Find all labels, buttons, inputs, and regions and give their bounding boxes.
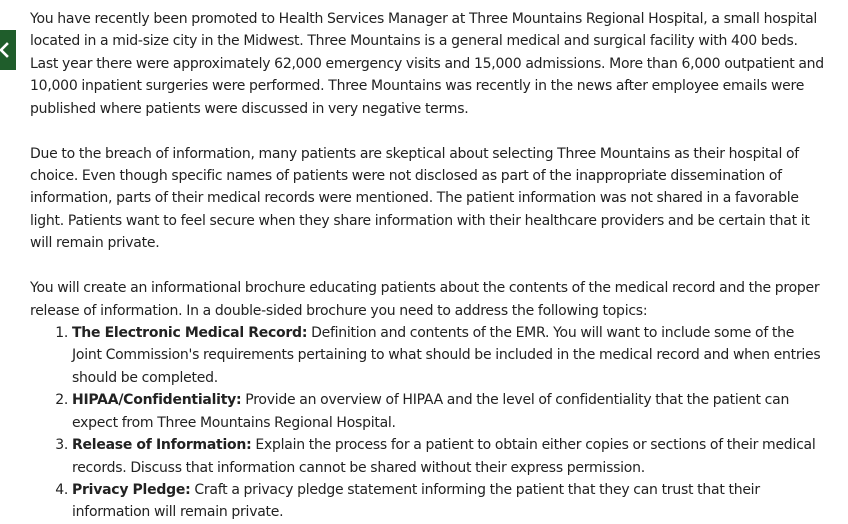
topic-title: The Electronic Medical Record: xyxy=(72,325,308,342)
topic-text: Definition and contents of the EMR. You will want to include some of the Joint Commission's requirements pertaining to what should be included in the medical record and when entries should be completed. xyxy=(72,325,821,386)
topic-text: Craft a privacy pledge statement informing the patient that they can trust that their information will remain private. xyxy=(72,481,760,521)
topic-item xyxy=(72,389,825,434)
breach-paragraph: Due to the breach of information, many patients are skeptical about selecting Three Mountains as their hospital of choice. Even though specific names of patients were not disclosed as part of the inappropriate dissemination of information, parts of their medical records were mentioned. The patient information was not shared in a favorable light. Patients want to feel secure when they share information with their healthcare providers and be certain that it will remain private. xyxy=(30,145,810,252)
intro-paragraph: You have recently been promoted to Health Services Manager at Three Mountains Regional Hospital, a small hospital located in a mid-size city in the Midwest. Three Mountains is a general medical and surgical facility with 400 beds. Last year there were approximately 62,000 emergency visits and 15,000 admissions. More than 6,000 outpatient and 10,000 inpatient surgeries were performed. Three Mountains was recently in the news after employee emails were published where patients were discussed in very negative terms. xyxy=(30,11,824,117)
topic-text: Explain the process for a patient to obtain either copies or sections of their medical records. Discuss that information cannot be shared without their express permission. xyxy=(72,437,816,476)
topic-item xyxy=(72,479,825,524)
topic-title: Release of Information: xyxy=(72,437,252,454)
topics-list xyxy=(30,322,825,524)
topic-item xyxy=(72,322,825,389)
sidebar-collapse-button[interactable] xyxy=(0,30,16,70)
topic-text: Provide an overview of HIPAA and the level of confidentiality that the patient can expect from Three Mountains Regional Hospital. xyxy=(72,392,790,431)
chevron-left-icon xyxy=(0,43,9,57)
topic-title: HIPAA/Confidentiality: xyxy=(72,392,242,409)
topic-title: Privacy Pledge: xyxy=(72,481,191,498)
brochure-paragraph: You will create an informational brochure educating patients about the contents of the medical record and the proper release of information. In a double-sided brochure you need to address the following topics: xyxy=(30,280,820,319)
assignment-content xyxy=(30,8,825,524)
topic-item xyxy=(72,434,825,479)
